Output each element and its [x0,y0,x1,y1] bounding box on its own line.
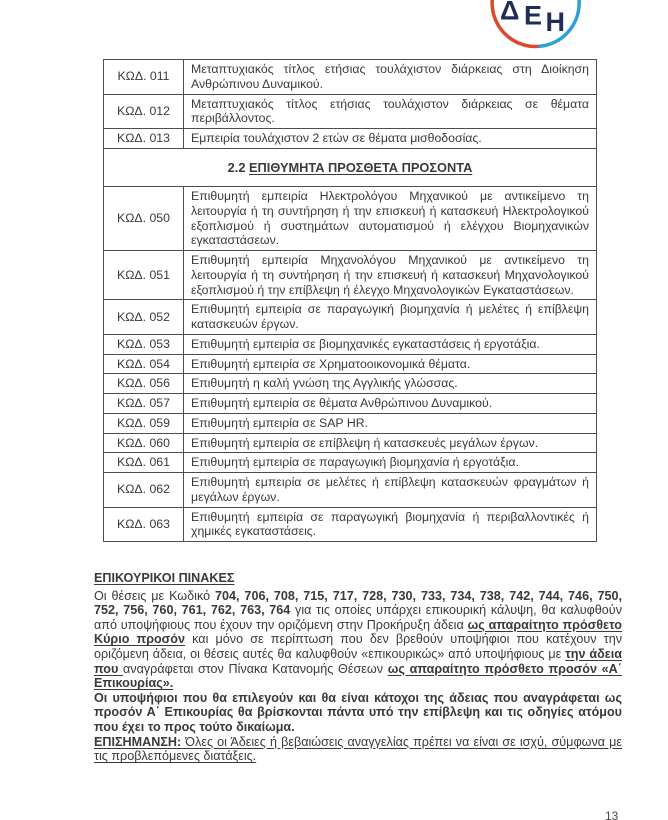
qualification-codes-table [103,59,597,542]
p1-text: για τις οποίες υπάρχει επικουρική κάλυψη, θα καλυφθούν από υποψήφιους που έχουν την οριζόμενη στην Προκήρυξη άδεια [94,603,622,632]
table-row [104,187,597,251]
row-code: ΚΩΔ. 060 [104,433,184,453]
dei-logo [486,0,586,53]
section-title: ΕΠΙΘΥΜΗΤΑ ΠΡΟΣΘΕΤΑ ΠΡΟΣΟΝΤΑ [249,159,473,175]
aux-paragraph-2: Οι υποψήφιοι που θα επιλεγούν και θα είναι κάτοχοι της άδειας που αναγράφεται ως προσόν Α΄ Επικουρίας θα βρίσκονται πάντα υπό την επίβλεψη και τις οδηγίες ατόμου που έχει το προς τούτο δικαίωμα. [94,690,622,734]
row-code: ΚΩΔ. 012 [104,94,184,129]
page-number: 13 [605,809,619,820]
table-row [104,453,597,473]
row-code: ΚΩΔ. 056 [104,374,184,394]
table-row [104,94,597,129]
table-row [104,60,597,95]
row-code: ΚΩΔ. 013 [104,129,184,149]
p1-text: Οι θέσεις με Κωδικό [94,588,216,603]
dei-logo-graphic [486,0,586,53]
row-code: ΚΩΔ. 061 [104,453,184,473]
note-label: ΕΠΙΣΗΜΑΝΣΗ: [94,734,182,749]
p1-emphasis-licence: την άδεια που [94,646,623,676]
aux-paragraph-1 [94,589,622,691]
row-desc: Επιθυμητή εμπειρία σε βιομηχανικές εγκαταστάσεις ή εργοτάξια. [184,334,597,354]
row-code: ΚΩΔ. 059 [104,413,184,433]
row-code: ΚΩΔ. 057 [104,394,184,414]
row-desc: Επιθυμητή εμπειρία Ηλεκτρολόγου Μηχανικού με αντικείμενο τη λειτουργία ή τη συντήρηση ή την επισκευή ή κατασκευή Ηλεκτρολογικού εξοπλισμού ή συστημάτων αυτοματισμού ή ελέγχου Βιομηχανικών εγκαταστάσεων. [184,187,597,251]
table-row [104,354,597,374]
section-header-row [104,148,597,186]
row-desc: Επιθυμητή εμπειρία σε παραγωγική βιομηχανία ή περιβαλλοντικές ή χημικές εγκαταστάσεις. [184,507,597,542]
row-code: ΚΩΔ. 063 [104,507,184,542]
p1-emphasis-main-qualification: ως απαραίτητο πρόσθετο Κύριο προσόν [94,617,622,647]
row-desc: Επιθυμητή εμπειρία σε μελέτες ή επίβλεψη κατασκευών φραγμάτων ή μεγάλων έργων. [184,473,597,508]
table-row [104,394,597,414]
row-desc: Επιθυμητή η καλή γνώση της Αγγλικής γλώσσας. [184,374,597,394]
table-row [104,251,597,300]
p1-text: και μόνο σε περίπτωση που δεν βρεθούν υποψήφιοι που κατέχουν την οριζόμενη άδεια, οι θέσεις αυτές θα καλυφθούν «επικουρικώς» από υποψήφιους με [94,632,622,661]
row-code: ΚΩΔ. 011 [104,60,184,95]
note-text: Όλες οι Άδειες ή βεβαιώσεις αναγγελίας πρέπει να είναι σε ισχύ, σύμφωνα με τις προβλεπόμενες διατάξεις. [94,734,622,764]
row-code: ΚΩΔ. 050 [104,187,184,251]
aux-paragraph-note [94,735,622,764]
row-code: ΚΩΔ. 051 [104,251,184,300]
row-desc: Μεταπτυχιακός τίτλος ετήσιας τουλάχιστον διάρκειας σε θέματα περιβάλλοντος. [184,94,597,129]
logo-letter-epsilon: Ε [524,0,543,31]
row-code: ΚΩΔ. 054 [104,354,184,374]
table-row [104,413,597,433]
table-row [104,433,597,453]
table-row [104,300,597,335]
p1-codes: 704, 706, 708, 715, 717, 728, 730, 733, 734, 738, 742, 744, 746, 750, 752, 756, 760, 761, 762, 763, 764 [94,588,622,618]
table-row [104,334,597,354]
row-code: ΚΩΔ. 053 [104,334,184,354]
section-header-cell [104,148,597,186]
row-desc: Επιθυμητή εμπειρία Μηχανολόγου Μηχανικού με αντικείμενο τη λειτουργία ή τη συντήρηση ή την επισκευή ή κατασκευή Μηχανολογικού εξοπλισμού ή την επίβλεψη ή έλεγχο Μηχανολογικών Εγκαταστάσεων. [184,251,597,300]
row-desc: Εμπειρία τουλάχιστον 2 ετών σε θέματα μισθοδοσίας. [184,129,597,149]
table-row [104,507,597,542]
section-number: 2.2 [227,159,246,175]
row-desc: Επιθυμητή εμπειρία σε παραγωγική βιομηχανία ή μελέτες ή επίβλεψη κατασκευών έργων. [184,300,597,335]
table-row [104,129,597,149]
table-row [104,473,597,508]
p1-emphasis-aux-qualification: ως απαραίτητο πρόσθετο προσόν «Α΄ Επικουρίας». [94,661,622,691]
row-desc: Επιθυμητή εμπειρία σε παραγωγική βιομηχανία ή εργοτάξια. [184,453,597,473]
row-desc: Επιθυμητή εμπειρία σε Χρηματοοικονομικά θέματα. [184,354,597,374]
row-code: ΚΩΔ. 062 [104,473,184,508]
logo-letter-eta: Η [545,7,565,37]
p1-text: αναγράφεται στον Πίνακα Κατανομής Θέσεων [123,661,388,676]
row-desc: Επιθυμητή εμπειρία σε επίβλεψη ή κατασκευές μεγάλων έργων. [184,433,597,453]
row-code: ΚΩΔ. 052 [104,300,184,335]
auxiliary-heading: ΕΠΙΚΟΥΡΙΚΟΙ ΠΙΝΑΚΕΣ [94,571,235,585]
row-desc: Μεταπτυχιακός τίτλος ετήσιας τουλάχιστον διάρκειας στη Διοίκηση Ανθρώπινου Δυναμικού. [184,60,597,95]
row-desc: Επιθυμητή εμπειρία σε SAP HR. [184,413,597,433]
table-row [104,374,597,394]
auxiliary-section [94,571,622,764]
logo-letter-delta: Δ [500,0,520,26]
row-desc: Επιθυμητή εμπειρία σε θέματα Ανθρώπινου Δυναμικού. [184,394,597,414]
